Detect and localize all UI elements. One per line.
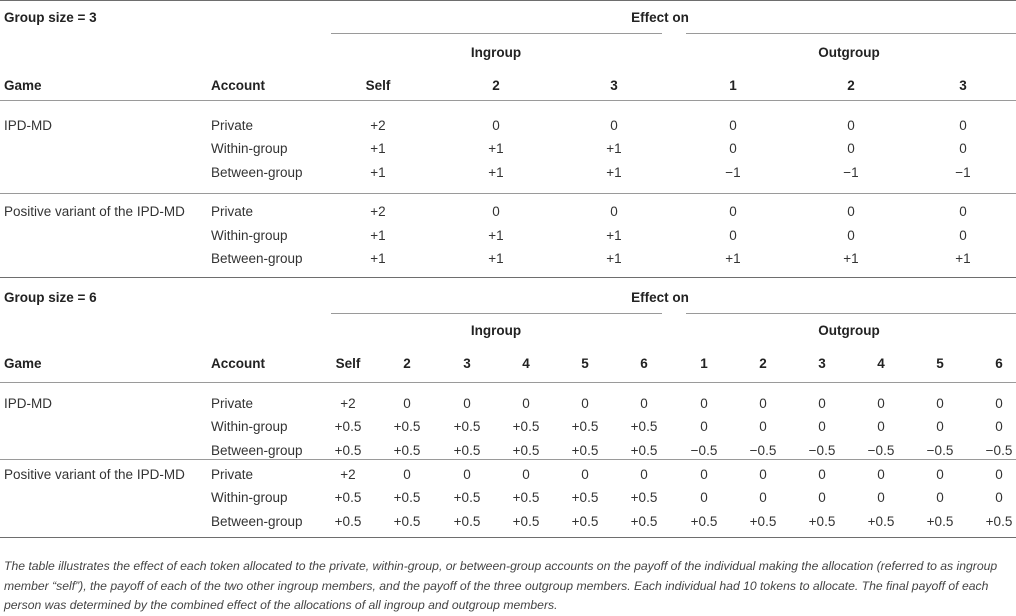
table-size6-header-rule [0, 382, 1016, 383]
table-size3-value-cell: +1 [370, 251, 386, 266]
table-size6-value-cell: 0 [818, 419, 826, 434]
table-size6-value-cell: 0 [403, 396, 411, 411]
table-size6-game-header: Game [4, 356, 42, 371]
table-size6-value-cell: 0 [463, 396, 471, 411]
table-size3-value-cell: 0 [847, 204, 855, 219]
table-size6-value-cell: +2 [340, 467, 356, 482]
table-size3-value-cell: 0 [610, 204, 618, 219]
table-size6-column-header: 3 [463, 356, 471, 371]
table-size3-value-cell: 0 [729, 228, 737, 243]
table-size6-column-header: 5 [936, 356, 944, 371]
table-size6-value-cell: +0.5 [334, 419, 362, 434]
table-size6-value-cell: 0 [581, 396, 589, 411]
table-size3-value-cell: 0 [492, 204, 500, 219]
table-size6-value-cell: 0 [759, 467, 767, 482]
table-size6-value-cell: 0 [403, 467, 411, 482]
table-size6-game-label: Positive variant of the IPD-MD [4, 467, 185, 482]
table-size3-header-rule [0, 100, 1016, 101]
table-size6-value-cell: 0 [936, 490, 944, 505]
table-size3-top-rule [0, 0, 1016, 1]
table-size3-column-header: 1 [729, 78, 737, 93]
table-size6-value-cell: 0 [995, 467, 1003, 482]
table-size6-column-header: 3 [818, 356, 826, 371]
table-size3-value-cell: 0 [729, 204, 737, 219]
table-size3-value-cell: +1 [606, 141, 622, 156]
table-size6-value-cell: +0.5 [571, 514, 599, 529]
table-size3-game-header: Game [4, 78, 42, 93]
table-size3-value-cell: +1 [488, 165, 504, 180]
table-size6-ingroup-span-rule [331, 313, 662, 314]
table-size6-value-cell: +0.5 [926, 514, 954, 529]
table-size6-value-cell: +0.5 [453, 419, 481, 434]
table-size6-value-cell: +0.5 [571, 490, 599, 505]
table-size6-column-header: 1 [700, 356, 708, 371]
table-size3-column-header: 2 [847, 78, 855, 93]
table-size6-value-cell: 0 [995, 419, 1003, 434]
table-size3-value-cell: +2 [370, 204, 386, 219]
table-size6-outgroup-span-rule [686, 313, 1016, 314]
table-size6-value-cell: 0 [700, 490, 708, 505]
table-size3-value-cell: 0 [729, 118, 737, 133]
table-size6-value-cell: 0 [936, 419, 944, 434]
table-size6-value-cell: +0.5 [393, 490, 421, 505]
table-size6-value-cell: 0 [818, 467, 826, 482]
table-size6-value-cell: 0 [877, 467, 885, 482]
table-size6-value-cell: +0.5 [571, 419, 599, 434]
table-size6-value-cell: +0.5 [630, 419, 658, 434]
table-size6-value-cell: 0 [700, 419, 708, 434]
table-size3-outgroup-header: Outgroup [818, 45, 880, 60]
table-size3-ingroup-span-rule [331, 33, 662, 34]
table-size6-value-cell: 0 [877, 490, 885, 505]
table-size3-value-cell: +1 [955, 251, 971, 266]
table-size6-value-cell: 0 [936, 396, 944, 411]
table-size3-column-header: 3 [959, 78, 967, 93]
table-size3-account-label: Private [211, 204, 254, 219]
table-size3-value-cell: +1 [488, 251, 504, 266]
table-size3-value-cell: +1 [606, 165, 622, 180]
table-size6-value-cell: 0 [463, 467, 471, 482]
table-size3-value-cell: −1 [725, 165, 741, 180]
table-size3-value-cell: +1 [370, 228, 386, 243]
table-size3-outgroup-span-rule [686, 33, 1016, 34]
table-size3-account-label: Private [211, 118, 254, 133]
table-size6-value-cell: 0 [995, 490, 1003, 505]
table-size3-value-cell: 0 [959, 204, 967, 219]
table-size3-value-cell: +1 [725, 251, 741, 266]
table-size3-value-cell: −1 [955, 165, 971, 180]
table-size3-column-header: 3 [610, 78, 618, 93]
table-size3-game-label: IPD-MD [4, 118, 52, 133]
table-size6-column-header: 4 [877, 356, 885, 371]
table-size6-value-cell: −0.5 [926, 443, 954, 458]
table-size3-value-cell: +2 [370, 118, 386, 133]
table-size6-value-cell: +0.5 [334, 490, 362, 505]
table-size6-column-header: 4 [522, 356, 530, 371]
table-size6-value-cell: −0.5 [749, 443, 777, 458]
table-size3-value-cell: +1 [370, 141, 386, 156]
table-size3-value-cell: 0 [959, 118, 967, 133]
table-size6-value-cell: 0 [759, 396, 767, 411]
table-size6-value-cell: +0.5 [985, 514, 1013, 529]
table-size3-account-header: Account [211, 78, 265, 93]
table-size6-value-cell: −0.5 [867, 443, 895, 458]
table-size3-value-cell: 0 [959, 228, 967, 243]
table-size6-value-cell: +0.5 [453, 490, 481, 505]
table-size6-value-cell: 0 [640, 467, 648, 482]
table-size6-value-cell: +0.5 [393, 514, 421, 529]
table-size6-value-cell: 0 [640, 396, 648, 411]
table-size3-value-cell: 0 [492, 118, 500, 133]
table-size6-value-cell: +0.5 [690, 514, 718, 529]
table-size6-value-cell: +0.5 [630, 443, 658, 458]
table-size3-value-cell: +1 [606, 251, 622, 266]
table-size6-value-cell: 0 [759, 419, 767, 434]
table-size3-value-cell: 0 [847, 141, 855, 156]
table-size6-value-cell: 0 [818, 490, 826, 505]
table-size6-value-cell: +0.5 [512, 490, 540, 505]
table-size6-value-cell: 0 [877, 419, 885, 434]
table-size6-value-cell: +0.5 [453, 514, 481, 529]
table-size3-effect-on-header: Effect on [631, 10, 689, 25]
table-size3-account-label: Between-group [211, 165, 303, 180]
table-size6-value-cell: 0 [818, 396, 826, 411]
table-size6-account-header: Account [211, 356, 265, 371]
table-size6-value-cell: +0.5 [808, 514, 836, 529]
table-size6-value-cell: +0.5 [630, 490, 658, 505]
table-size3-value-cell: +1 [606, 228, 622, 243]
table-size6-value-cell: −0.5 [808, 443, 836, 458]
table-size6-value-cell: +0.5 [749, 514, 777, 529]
table-size3-account-label: Within-group [211, 141, 288, 156]
table-size3-value-cell: +1 [843, 251, 859, 266]
table-size6-column-header: 2 [403, 356, 411, 371]
table-size3-game-label: Positive variant of the IPD-MD [4, 204, 185, 219]
table-size6-account-label: Private [211, 467, 254, 482]
table-size6-value-cell: 0 [877, 396, 885, 411]
table-size6-account-label: Between-group [211, 514, 303, 529]
table-size6-value-cell: +0.5 [571, 443, 599, 458]
table-size6-value-cell: 0 [581, 467, 589, 482]
table-size3-value-cell: +1 [488, 141, 504, 156]
table-size6-account-label: Between-group [211, 443, 303, 458]
table-size3-value-cell: 0 [847, 228, 855, 243]
table-size6-value-cell: +0.5 [453, 443, 481, 458]
table-size6-value-cell: 0 [522, 467, 530, 482]
table-size3-title: Group size = 3 [4, 10, 97, 25]
table-size3-value-cell: +1 [370, 165, 386, 180]
table-size6-value-cell: 0 [936, 467, 944, 482]
table-size6-value-cell: +0.5 [630, 514, 658, 529]
table-size6-value-cell: +0.5 [867, 514, 895, 529]
table-size6-column-header: 2 [759, 356, 767, 371]
table-size6-value-cell: 0 [995, 396, 1003, 411]
table-size6-value-cell: +0.5 [512, 419, 540, 434]
table-size6-ingroup-header: Ingroup [470, 323, 522, 338]
table-size3-group-divider [0, 193, 1016, 194]
table-size6-game-label: IPD-MD [4, 396, 52, 411]
table-size3-value-cell: −1 [843, 165, 859, 180]
table-size3-account-label: Within-group [211, 228, 288, 243]
table-footnote: The table illustrates the effect of each token allocated to the private, within-group, or between-group accounts on the payoff of the individual making the allocation (referred to as ingroup member “self”), the payoff of each of the two other ingroup members, and the payoff of the three outgroup members. Each individual had 10 tokens to allocate. The final payoff of each person was determined by the combined effect of the allocations of all ingroup and outgroup members. [4, 559, 998, 613]
table-size6-value-cell: +0.5 [334, 443, 362, 458]
table-size3-column-header: Self [365, 78, 391, 93]
table-size6-column-header: Self [335, 356, 361, 371]
table-size6-value-cell: 0 [759, 490, 767, 505]
table-size6-value-cell: +0.5 [334, 514, 362, 529]
table-bottom-rule [0, 537, 1016, 538]
table-size6-value-cell: −0.5 [690, 443, 718, 458]
table-size6-title: Group size = 6 [4, 290, 97, 305]
table-size6-outgroup-header: Outgroup [818, 323, 880, 338]
table-size3-column-header: 2 [492, 78, 500, 93]
table-size6-top-rule [0, 277, 1016, 278]
table-size3-value-cell: 0 [610, 118, 618, 133]
table-size6-account-label: Within-group [211, 490, 288, 505]
table-size6-account-label: Private [211, 396, 254, 411]
table-size3-value-cell: +1 [488, 228, 504, 243]
table-size6-value-cell: 0 [700, 467, 708, 482]
table-size6-value-cell: +0.5 [393, 419, 421, 434]
table-size3-value-cell: 0 [959, 141, 967, 156]
table-size3-account-label: Between-group [211, 251, 303, 266]
table-size6-value-cell: +0.5 [512, 443, 540, 458]
table-size6-value-cell: 0 [522, 396, 530, 411]
table-size6-column-header: 6 [640, 356, 648, 371]
table-size6-value-cell: +0.5 [393, 443, 421, 458]
table-size6-column-header: 6 [995, 356, 1003, 371]
table-size6-value-cell: +0.5 [512, 514, 540, 529]
table-size6-value-cell: −0.5 [985, 443, 1013, 458]
table-size6-account-label: Within-group [211, 419, 288, 434]
table-size6-value-cell: +2 [340, 396, 356, 411]
table-size6-column-header: 5 [581, 356, 589, 371]
table-size3-value-cell: 0 [847, 118, 855, 133]
table-size6-effect-on-header: Effect on [631, 290, 689, 305]
table-size3-ingroup-header: Ingroup [470, 45, 522, 60]
table-size6-value-cell: 0 [700, 396, 708, 411]
table-size3-value-cell: 0 [729, 141, 737, 156]
table-size6-group-divider [0, 459, 1016, 460]
